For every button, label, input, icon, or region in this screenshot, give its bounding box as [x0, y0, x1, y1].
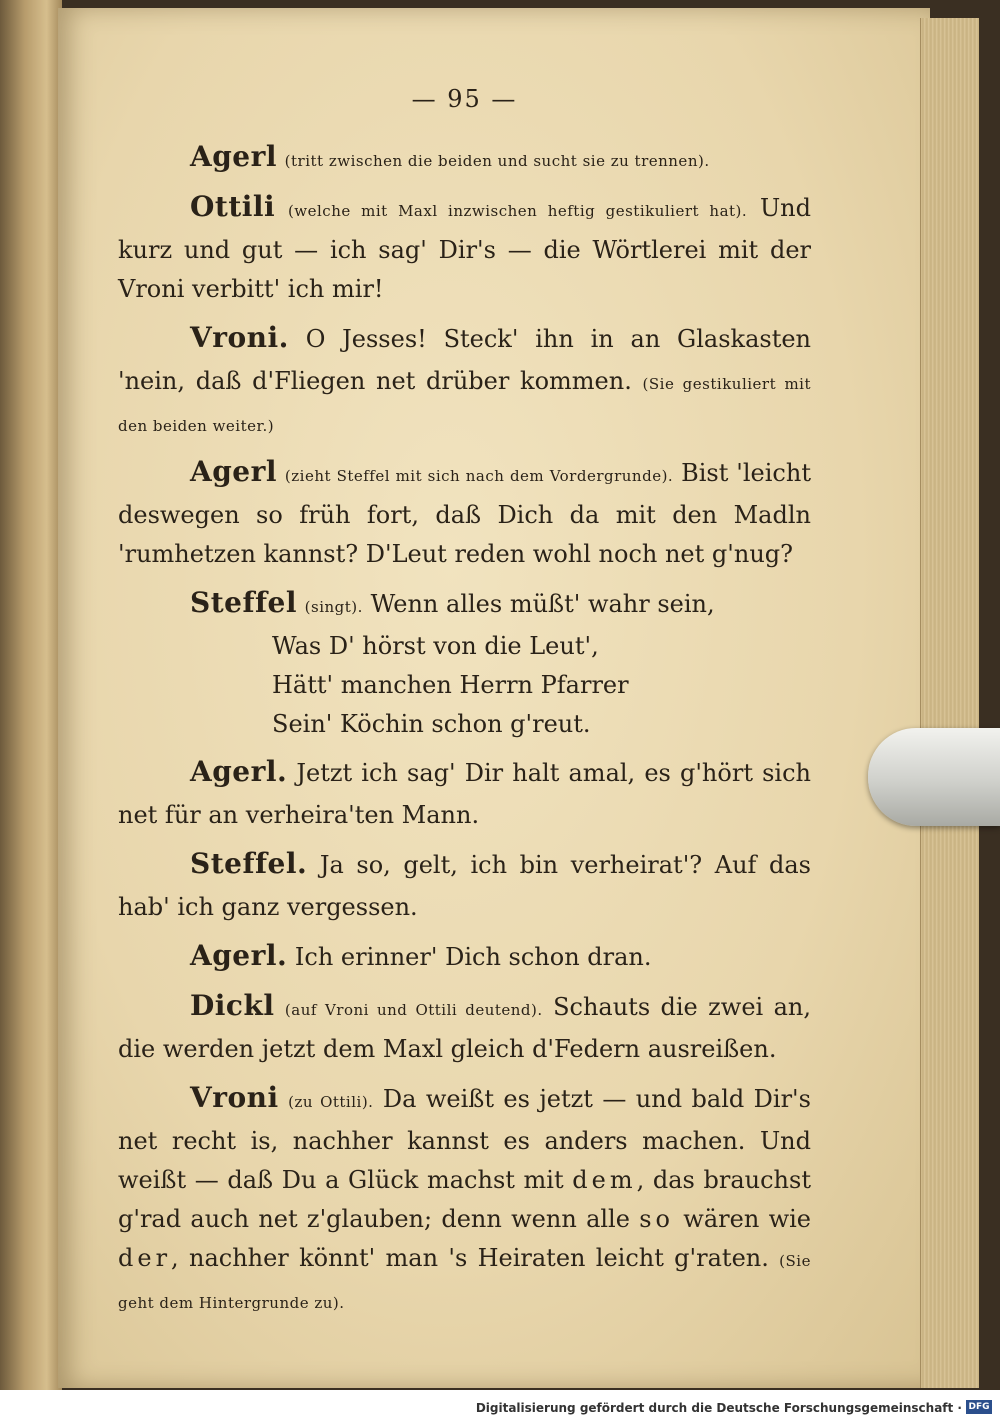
speaker-name: Vroni. — [190, 321, 289, 354]
dialogue-text: Und kurz und gut — ich sag' Dir's — die Wörtlerei mit der Vroni verbitt' ich mir! — [118, 194, 811, 303]
dialogue-paragraph — [118, 137, 811, 181]
dialogue-paragraph — [118, 986, 811, 1072]
emphasized-word: der — [118, 1244, 172, 1272]
page-content — [118, 80, 811, 1329]
dialogue-group-2 — [118, 752, 811, 1072]
dialogue-text: , nachher könnt' man 's Heiraten leicht g'raten. — [171, 1244, 769, 1272]
stage-direction: (Sie geht dem Hintergrunde zu). — [118, 1252, 811, 1312]
stage-direction: (tritt zwischen die beiden und sucht sie zu trennen). — [284, 152, 710, 170]
stage-direction: (singt). — [304, 598, 363, 616]
dialogue-paragraph — [118, 452, 811, 577]
speaker-name: Ottili — [190, 190, 276, 223]
dialogue-paragraph — [118, 1078, 811, 1323]
stage-direction: (auf Vroni und Ottili deutend). — [284, 1001, 543, 1019]
funding-notice: Digitalisierung gefördert durch die Deutsche Forschungsgemeinschaft · — [475, 1401, 962, 1415]
dialogue-text: Schauts die zwei an, die werden jetzt dem Maxl gleich d'Federn ausreißen. — [118, 993, 812, 1063]
dialogue-text: , das brauchst g'rad auch net z'glauben; denn wenn alle — [118, 1166, 811, 1233]
verse-first-line — [118, 583, 811, 627]
dialogue-text: wären wie — [683, 1205, 811, 1233]
dfg-logo: DFG — [966, 1400, 992, 1414]
page-number: — 95 — — [411, 85, 518, 113]
dialogue-paragraph — [118, 936, 811, 980]
verse-line: Hätt' manchen Herrn Pfarrer — [272, 671, 629, 699]
speaker-name: Steffel. — [190, 847, 308, 880]
verse-line: Sein' Köchin schon g'reut. — [272, 710, 591, 738]
dialogue-group-1 — [118, 137, 811, 577]
dialogue-text: Da weißt es jetzt — und bald Dir's net recht is, nachher kannst es anders machen. Und weißt — daß Du a Glück machst mit — [118, 1085, 811, 1194]
speaker-name: Vroni — [190, 1081, 279, 1114]
dialogue-text: Bist 'leicht deswegen so früh fort, daß Dich da mit den Madln 'rumhetzen kannst? D'Leut reden wohl noch net g'nug? — [118, 459, 811, 568]
dialogue-paragraph — [118, 844, 811, 930]
verse-line: Was D' hörst von die Leut', — [272, 632, 599, 660]
dialogue-text: O Jesses! Steck' ihn in an Glaskasten 'nein, daß d'Fliegen net drüber kommen. — [118, 325, 812, 395]
speaker-name: Agerl — [190, 140, 278, 173]
emphasized-word: dem — [572, 1166, 637, 1194]
song-verse — [118, 583, 811, 744]
dialogue-text: Jetzt ich sag' Dir halt amal, es g'hört sich net für an verheira'ten Mann. — [118, 759, 811, 829]
speaker-name: Agerl — [190, 455, 278, 488]
speaker-name: Agerl. — [190, 755, 288, 788]
speaker-name: Steffel — [190, 586, 298, 619]
book-spine-left — [0, 0, 62, 1390]
speaker-name: Agerl. — [190, 939, 288, 972]
dialogue-paragraph — [118, 752, 811, 838]
verse-line: Wenn alles müßt' wahr sein, — [370, 590, 715, 618]
stage-direction: (zieht Steffel mit sich nach dem Vordergrunde). — [284, 467, 674, 485]
dialogue-paragraph — [118, 318, 811, 446]
emphasized-word: so — [639, 1205, 674, 1233]
stage-direction: (zu Ottili). — [288, 1093, 374, 1111]
stage-direction: (welche mit Maxl inzwischen heftig gestikuliert hat). — [287, 202, 748, 220]
speaker-name: Dickl — [190, 989, 275, 1022]
dialogue-text: Ja so, gelt, ich bin verheirat'? Auf das hab' ich ganz vergessen. — [118, 851, 811, 921]
dialogue-paragraph — [118, 187, 811, 312]
page-edges — [920, 18, 979, 1388]
dialogue-text: Ich erinner' Dich schon dran. — [294, 943, 652, 971]
stage-direction: (Sie gestikuliert mit den beiden weiter.) — [118, 375, 811, 435]
page-clip-tab — [868, 728, 1000, 826]
